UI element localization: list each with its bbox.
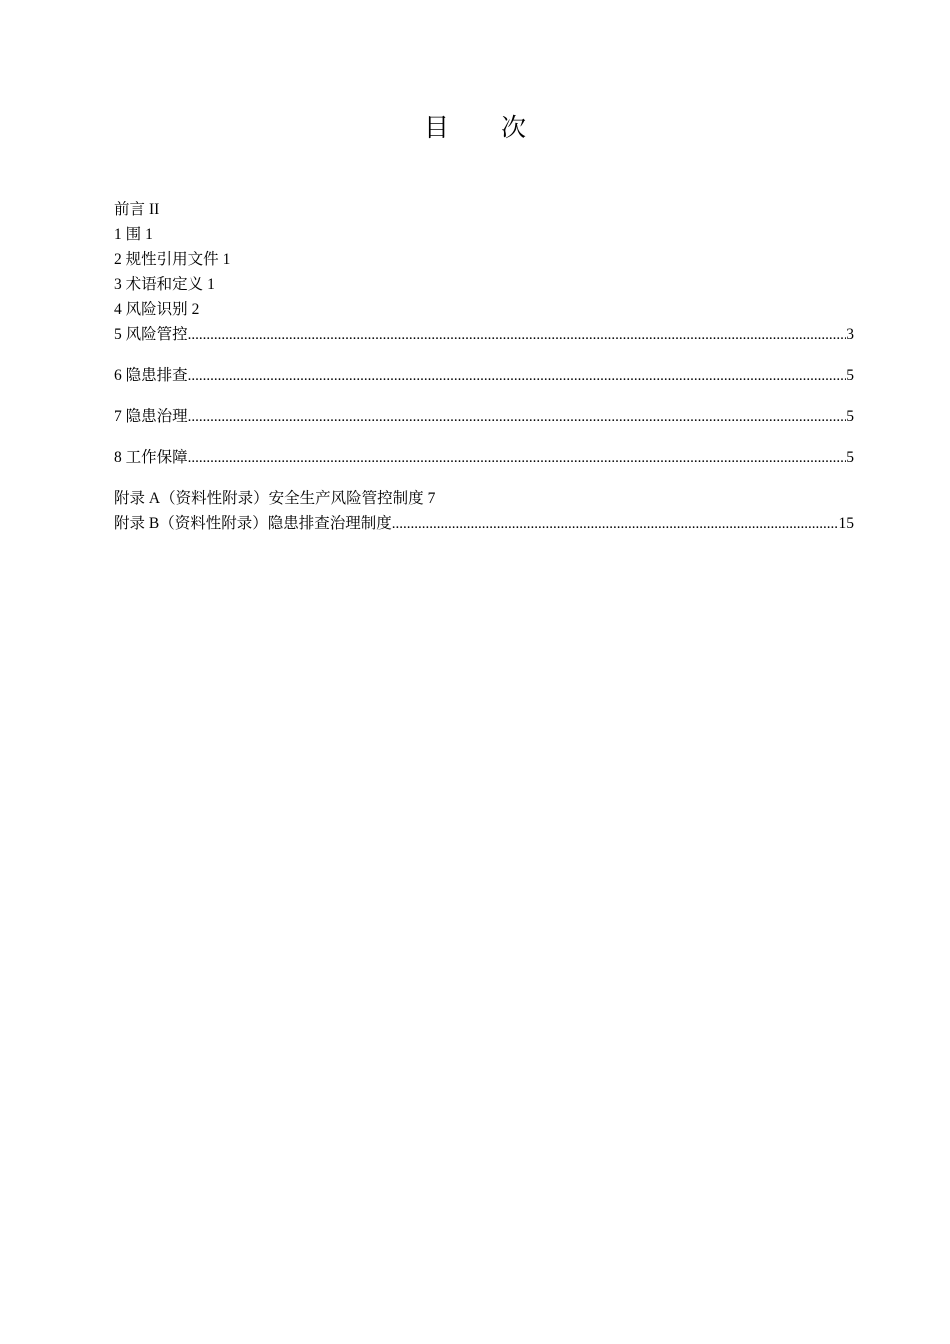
toc-entry-label: 7 隐患治理 bbox=[114, 408, 188, 425]
dot-leader bbox=[188, 446, 847, 471]
toc-entry-page: 5 bbox=[846, 449, 854, 466]
title-char-1: 目 bbox=[423, 113, 449, 142]
toc-entry-normative-references[interactable] bbox=[114, 247, 854, 272]
toc-entry-page: 3 bbox=[846, 326, 854, 343]
toc-entry-label: 附录 A（资料性附录）安全生产风险管控制度 bbox=[114, 490, 424, 507]
toc-entry-label: 4 风险识别 bbox=[114, 301, 188, 318]
toc-entry-label: 1 围 bbox=[114, 226, 142, 243]
toc-entry-hazard-investigation[interactable] bbox=[114, 363, 854, 388]
toc-entry-page: 7 bbox=[427, 490, 436, 507]
dot-leader bbox=[188, 323, 847, 348]
toc-entry-hazard-remediation[interactable] bbox=[114, 404, 854, 429]
toc-entry-terms-definitions[interactable] bbox=[114, 272, 854, 297]
title-char-2: 次 bbox=[501, 113, 527, 142]
toc-entry-page: II bbox=[149, 201, 160, 218]
toc-entry-page: 1 bbox=[145, 226, 153, 243]
toc-entry-label: 前言 bbox=[114, 201, 146, 218]
toc-entry-scope[interactable] bbox=[114, 222, 854, 247]
toc-entry-label: 附录 B（资料性附录）隐患排查治理制度 bbox=[114, 515, 392, 532]
toc-entry-page: 5 bbox=[846, 367, 854, 384]
toc-entry-page: 1 bbox=[207, 276, 215, 293]
toc-entry-page: 2 bbox=[191, 301, 200, 318]
toc-entry-label: 5 风险管控 bbox=[114, 326, 188, 343]
toc-entry-appendix-a[interactable] bbox=[114, 486, 854, 511]
toc-entry-page: 5 bbox=[846, 408, 854, 425]
toc-entry-label: 3 术语和定义 bbox=[114, 276, 204, 293]
toc-entry-risk-control[interactable] bbox=[114, 322, 854, 347]
toc-entry-risk-identification[interactable] bbox=[114, 297, 854, 322]
dot-leader bbox=[188, 364, 847, 389]
toc-entry-appendix-b[interactable] bbox=[114, 511, 854, 536]
toc-entry-foreword[interactable] bbox=[114, 197, 854, 222]
toc-entry-label: 2 规性引用文件 bbox=[114, 251, 219, 268]
table-of-contents bbox=[114, 197, 854, 536]
toc-entry-work-guarantee[interactable] bbox=[114, 445, 854, 470]
dot-leader bbox=[188, 405, 847, 430]
toc-entry-page: 1 bbox=[222, 251, 231, 268]
dot-leader bbox=[392, 512, 839, 537]
toc-entry-label: 8 工作保障 bbox=[114, 449, 188, 466]
page-title bbox=[0, 110, 950, 146]
toc-entry-label: 6 隐患排查 bbox=[114, 367, 188, 384]
toc-entry-page: 15 bbox=[838, 515, 854, 532]
